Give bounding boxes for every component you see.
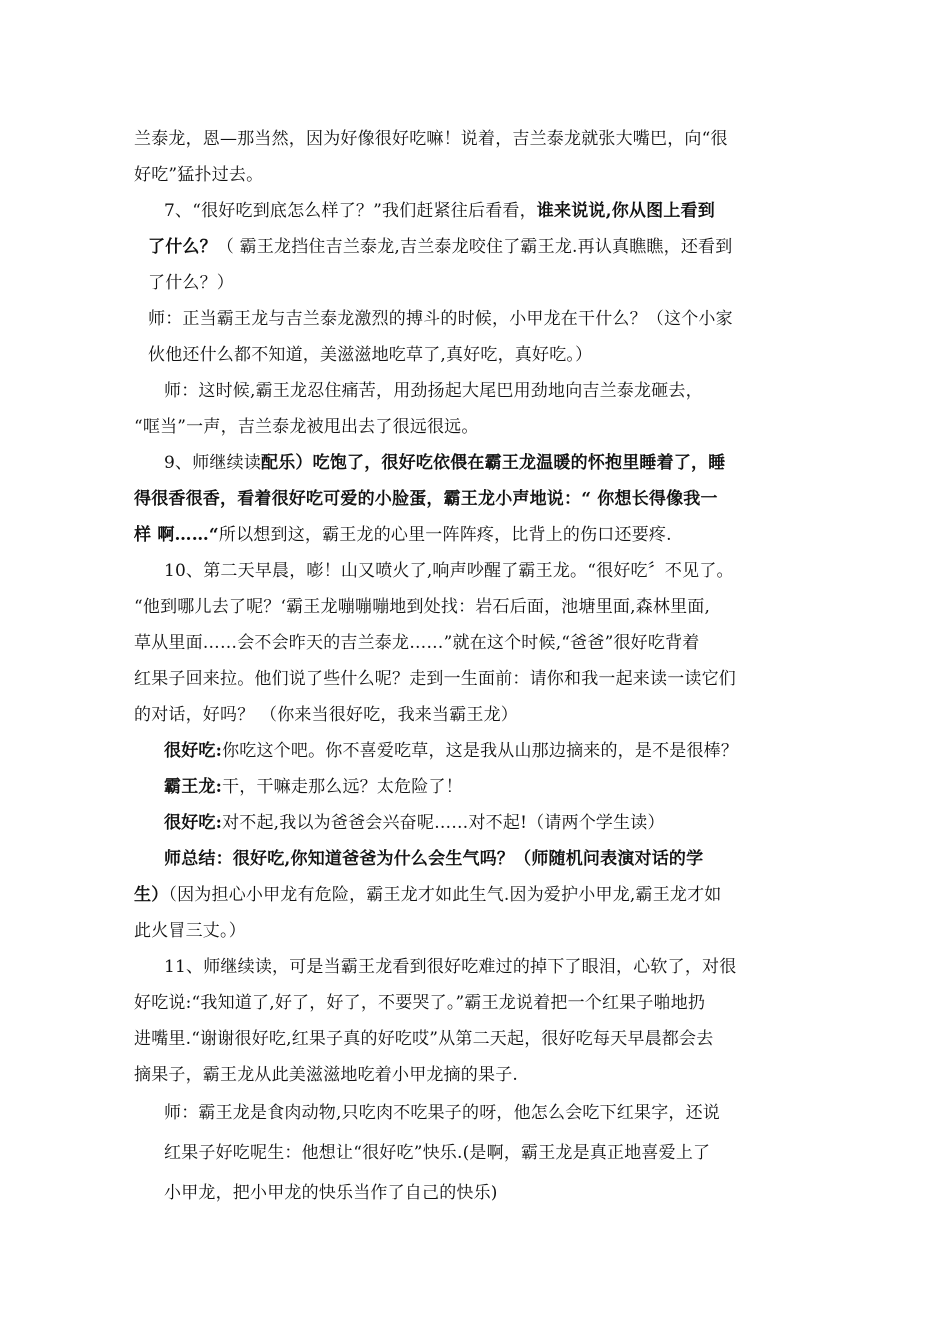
speaker-label: 霸王龙: (164, 777, 223, 797)
paragraph-line: 进嘴里.“谢谢很好吃,红果子真的好吃哎”从第二天起，很好吃每天早晨都会去 (134, 1029, 714, 1049)
paragraph-line (164, 452, 725, 474)
paragraph-line: 好吃说:“我知道了,好了，好了，不要哭了。”霸王龙说着把一个红果子啪地扔 (134, 993, 706, 1013)
line-text-bold: 得很香很香，看着很好吃可爱的小脸蛋，霸王龙小声地说：“ 你想长得像我一 (134, 489, 718, 509)
line-text: 对不起,我以为爸爸会兴奋呢……对不起!（请两个学生读） (222, 813, 665, 833)
paragraph-line: 10、第二天早晨，嘭！山又喷火了,响声吵醒了霸王龙。“很好吃〞不见了。 (164, 561, 734, 581)
line-text-bold: 了什么？ (148, 237, 217, 257)
paragraph-line: 了什么？） (148, 273, 234, 293)
paragraph-line: 师：霸王龙是食肉动物,只吃肉不吃果子的呀，他怎么会吃下红果字，还说 (164, 1103, 721, 1123)
line-text: （ 霸王龙挡住吉兰泰龙,吉兰泰龙咬住了霸王龙.再认真瞧瞧，还看到 (216, 237, 733, 257)
paragraph-line: 好吃”猛扑过去。 (134, 165, 264, 185)
paragraph-line: 草从里面……会不会昨天的吉兰泰龙……”就在这个时候,“爸爸”很好吃背着 (134, 633, 700, 653)
line-text: （因为担心小甲龙有危险，霸王龙才如此生气.因为爱护小甲龙,霸王龙才如 (168, 885, 722, 905)
paragraph-line: 师：正当霸王龙与吉兰泰龙激烈的搏斗的时候，小甲龙在干什么？（这个小家 (148, 309, 733, 329)
dialogue-line (164, 740, 738, 762)
line-text: 所以想到这，霸王龙的心里一阵阵疼，比背上的伤口还要疼. (218, 525, 672, 545)
paragraph-line: 伙他还什么都不知道，美滋滋地吃草了,真好吃，真好吃。） (148, 345, 593, 365)
line-text: 7、“很好吃到底怎么样了？”我们赶紧往后看看， (164, 201, 537, 221)
dialogue-line (164, 776, 463, 798)
line-text: 干，干嘛走那么远？太危险了！ (222, 777, 463, 797)
paragraph-line: “他到哪儿去了呢？‘霸王龙嘣嘣嘣地到处找：岩石后面，池塘里面,森林里面, (134, 597, 711, 617)
paragraph-line: 的对话，好吗？ （你来当很好吃，我来当霸王龙） (134, 705, 519, 725)
line-text-bold: 生） (134, 885, 169, 905)
paragraph-line: “哐当”一声，吉兰泰龙被甩出去了很远很远。 (134, 417, 479, 437)
paragraph-line (134, 488, 718, 510)
line-text-bold: 师总结：很好吃,你知道爸爸为什么会生气吗？（师随机问表演对话的学 (164, 849, 704, 869)
paragraph-line: 师：这时候,霸王龙忍住痛苦，用劲扬起大尾巴用劲地向吉兰泰龙砸去， (164, 381, 703, 401)
paragraph-line (148, 236, 732, 258)
line-text-bold: 谁来说说,你从图上看到 (536, 201, 715, 221)
dialogue-line (164, 812, 665, 834)
paragraph-line: 兰泰龙，恩—那当然，因为好像很好吃嘛！说着，吉兰泰龙就张大嘴巴，向“很 (134, 129, 728, 149)
paragraph-line (134, 524, 672, 546)
line-text: 你吃这个吧。你不喜爱吃草，这是我从山那边摘来的，是不是很棒？ (222, 741, 739, 761)
paragraph-line: 红果子回来拉。他们说了些什么呢？走到一生面前：请你和我一起来读一读它们 (134, 669, 736, 689)
paragraph-line: 小甲龙，把小甲龙的快乐当作了自己的快乐) (164, 1183, 498, 1203)
line-text-bold: 样 啊……“ (134, 525, 219, 545)
speaker-label: 很好吃: (164, 741, 223, 761)
paragraph-line (134, 884, 722, 906)
paragraph-line: 红果子好吃呢生：他想让“很好吃”快乐.(是啊，霸王龙是真正地喜爱上了 (164, 1143, 711, 1163)
paragraph-line: 摘果子，霸王龙从此美滋滋地吃着小甲龙摘的果子. (134, 1065, 519, 1085)
line-text: 9、师继续读 (164, 453, 262, 473)
paragraph-line (164, 200, 715, 222)
paragraph-line (164, 848, 703, 870)
paragraph-line: 此火冒三丈。） (134, 921, 246, 941)
paragraph-line: 11、师继续读，可是当霸王龙看到很好吃难过的掉下了眼泪，心软了，对很 (164, 957, 737, 977)
speaker-label: 很好吃: (164, 813, 223, 833)
line-text-bold: 配乐）吃饱了，很好吃依偎在霸王龙温暖的怀抱里睡着了，睡 (261, 453, 726, 473)
